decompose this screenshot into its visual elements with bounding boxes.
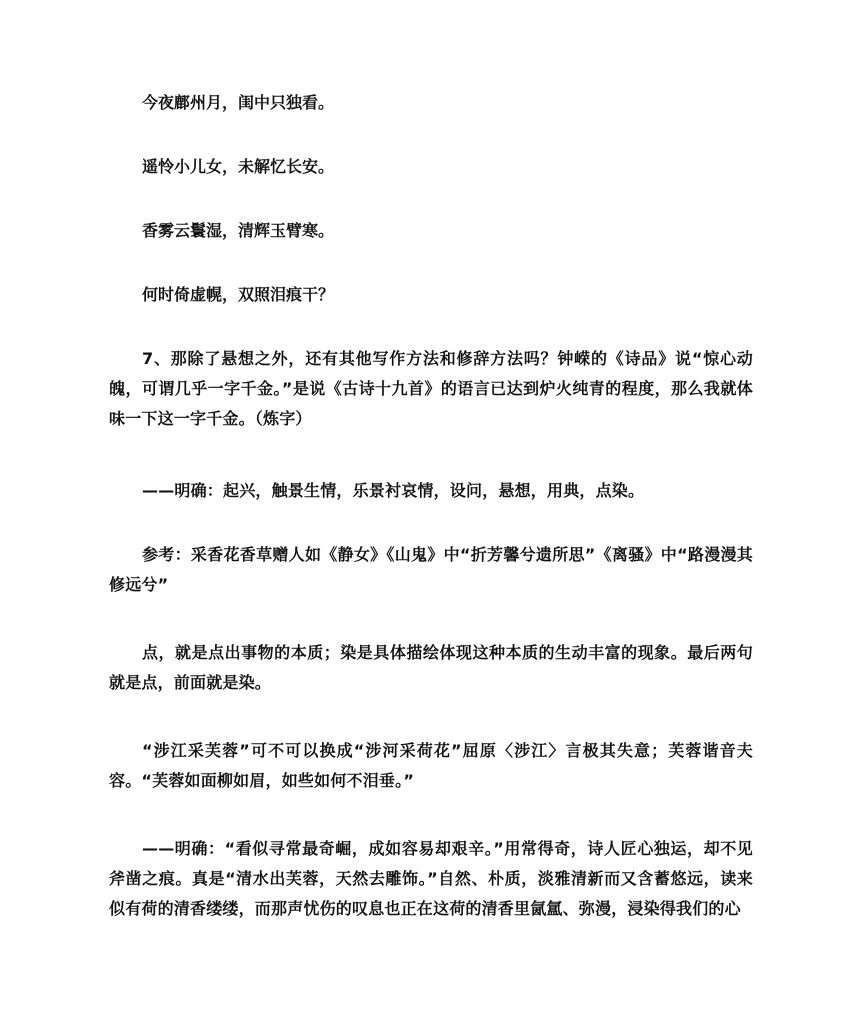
dianran-paragraph: 点，就是点出事物的本质；染是具体描绘体现这种本质的生动丰富的现象。最后两句就是点，前面就是染。 <box>109 643 753 692</box>
answer-paragraph-1: ——明确：起兴，触景生情，乐景衬哀情，设问，悬想，用典，点染。 <box>142 481 645 500</box>
furong-paragraph: “涉江采芙蓉”可不可以换成“涉河采荷花”屈原〈涉江〉言极其失意；芙蓉谐音夫容。“芙蓉如面柳如眉，如些如何不泪垂。” <box>109 741 753 790</box>
question-7-paragraph: 7、那除了悬想之外，还有其他写作方法和修辞方法吗？钟嵘的《诗品》说“惊心动魄，可谓几乎一字千金。”是说《古诗十九首》的语言已达到炉火纯青的程度，那么我就体味一下这一字千金。（炼字） <box>109 349 753 428</box>
reference-paragraph: 参考：采香花香草赠人如《静女》《山鬼》中“折芳馨兮遗所思”《离骚》中“路漫漫其修远兮” <box>109 545 753 594</box>
poem-line-3: 香雾云鬟湿，清辉玉臂寒。 <box>142 221 335 240</box>
poem-line-2: 遥怜小儿女，未解忆长安。 <box>142 157 335 176</box>
poem-line-1: 今夜鄜州月，闺中只独看。 <box>142 93 335 112</box>
poem-line-4: 何时倚虚幌，双照泪痕干？ <box>142 285 335 304</box>
answer-paragraph-2: ——明确：“看似寻常最奇崛，成如容易却艰辛。”用常得奇，诗人匠心独运，却不见斧凿之痕。真是“清水出芙蓉，天然去雕饰。”自然、朴质，淡雅清新而又含蓄悠远，读来似有荷的清香缕缕，而那声忧伤的叹息也正在这荷的清香里氤氲、弥漫，浸染得我们的心 <box>109 839 753 918</box>
